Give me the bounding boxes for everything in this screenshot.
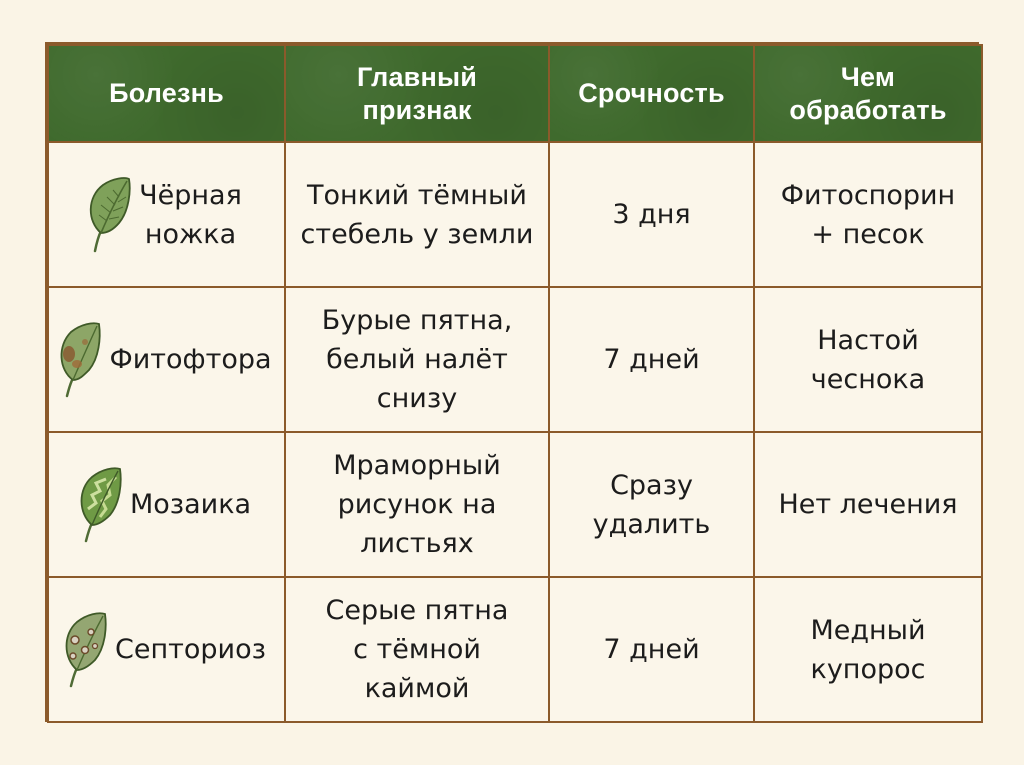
disease-name: Септориоз <box>115 634 266 665</box>
urgency-cell: Сразу удалить <box>549 432 754 577</box>
table-row <box>48 287 982 432</box>
disease-cell <box>48 142 285 287</box>
header-main-sign: Главный признак <box>285 45 549 142</box>
disease-cell <box>48 287 285 432</box>
treatment-cell: Фитоспорин + песок <box>754 142 982 287</box>
disease-name: Мозаика <box>129 489 252 520</box>
disease-name: Фитофтора <box>109 344 272 375</box>
disease-cell <box>48 432 285 577</box>
disease-table <box>45 42 979 722</box>
main-sign-cell: Мраморный рисунок на листьях <box>285 432 549 577</box>
header-urgency: Срочность <box>549 45 754 142</box>
header-treatment: Чем обработать <box>754 45 982 142</box>
table-row <box>48 577 982 722</box>
treatment-cell: Медный купорос <box>754 577 982 722</box>
header-row <box>48 45 982 142</box>
spotted-leaf-icon <box>55 320 103 400</box>
septoria-leaf-icon <box>61 610 109 690</box>
treatment-cell: Настой чеснока <box>754 287 982 432</box>
table-row <box>48 432 982 577</box>
treatment-cell: Нет лечения <box>754 432 982 577</box>
main-sign-cell: Тонкий тёмный стебель у земли <box>285 142 549 287</box>
disease-cell <box>48 577 285 722</box>
table-row <box>48 142 982 287</box>
mosaic-leaf-icon <box>76 465 124 545</box>
disease-name: Чёрная ножка <box>139 179 242 250</box>
urgency-cell: 7 дней <box>549 287 754 432</box>
main-sign-cell: Серые пятна с тёмной каймой <box>285 577 549 722</box>
urgency-cell: 3 дня <box>549 142 754 287</box>
main-sign-cell: Бурые пятна, белый налёт снизу <box>285 287 549 432</box>
urgency-cell: 7 дней <box>549 577 754 722</box>
healthy-leaf-icon <box>85 175 133 255</box>
disease-table-grid <box>47 44 983 723</box>
header-disease: Болезнь <box>48 45 285 142</box>
